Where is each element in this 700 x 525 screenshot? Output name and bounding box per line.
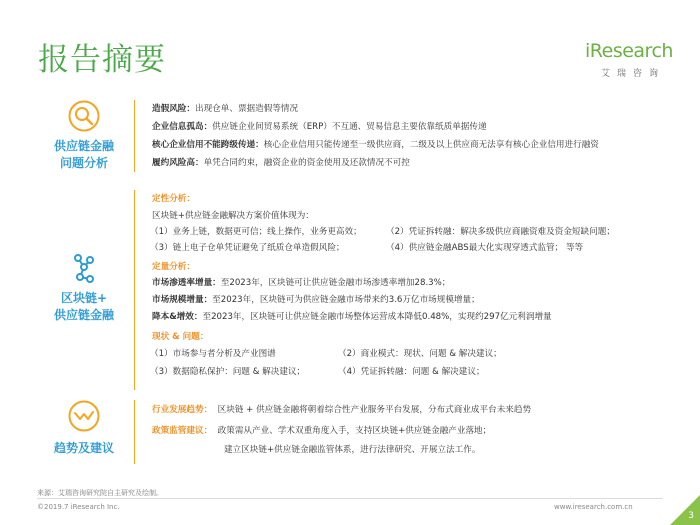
qualitative-item: （4）供应链金融ABS最大化实现穿透式监管； 等等 xyxy=(386,243,584,253)
source-note: 来源：艾瑞咨询研究院自主研究及绘制。 xyxy=(37,489,163,497)
copyright: ©2019.7 iResearch Inc. xyxy=(37,503,120,511)
problem-row xyxy=(152,121,487,133)
status-item: （3）数据隐私保护：问题 & 解决建议； xyxy=(150,367,306,377)
magnifier-icon xyxy=(68,100,100,132)
logo-wordmark: iResearch xyxy=(585,40,673,62)
quantitative-row xyxy=(152,311,552,323)
page-number: 3 xyxy=(688,511,694,521)
blockchain-label xyxy=(40,290,128,324)
problem-key: 履约风险高： xyxy=(152,158,204,168)
status-item: （1）市场参与者分析及产业图谱 xyxy=(150,349,276,359)
trends-label: 趋势及建议 xyxy=(53,441,114,455)
trend-icon xyxy=(68,400,100,432)
problem-row xyxy=(152,103,298,115)
quant-text: 至2023年，区块链可让供应链金融市场整体运营成本降低0.48%，实现约297亿元利润增量 xyxy=(202,312,552,322)
quantitative-row xyxy=(152,277,450,289)
quant-key: 降本&增效： xyxy=(152,312,203,322)
problem-row xyxy=(152,157,410,169)
problem-key: 造假风险： xyxy=(152,104,195,114)
trend-row xyxy=(152,404,531,416)
problem-text: 出现仓单、票据造假等情况 xyxy=(194,104,299,114)
blockchain-label-line2: 供应链金融 xyxy=(53,308,114,322)
qualitative-item: （2）凭证拆转融：解决多级供应商融资难及资金短缺问题； xyxy=(386,227,615,237)
trends-divider xyxy=(134,400,135,464)
blockchain-divider xyxy=(134,190,135,390)
logo-chinese: 艾瑞咨询 xyxy=(601,69,666,79)
problem-text: 单凭合同约束，融资企业的资金使用及还款情况不可控 xyxy=(203,158,410,168)
problems-divider xyxy=(134,100,135,172)
quant-key: 市场规模增量： xyxy=(152,295,213,305)
footer-url[interactable]: www.iresearch.com.cn xyxy=(554,503,633,511)
trend-key: 行业发展趋势： xyxy=(152,405,213,415)
footer-divider xyxy=(37,498,663,499)
trend-row xyxy=(152,425,491,437)
problem-row xyxy=(152,139,599,151)
problem-text: 供应链企业间贸易系统（ERP）不互通、贸易信息主要依靠纸质单据传递 xyxy=(212,122,487,132)
problem-text: 核心企业信用只能传递至一级供应商，二级及以上供应商无法享有核心企业信用进行融资 xyxy=(263,140,599,150)
problems-label-line1: 供应链金融 xyxy=(53,139,114,153)
network-icon xyxy=(68,252,100,284)
qualitative-intro: 区块链+供应链金融解决方案价值体现为： xyxy=(152,211,314,221)
quantitative-row xyxy=(152,294,480,306)
quant-text: 至2023年，区块链可让供应链金融市场渗透率增加28.3%； xyxy=(220,278,451,288)
problems-label xyxy=(40,138,128,172)
trend-text: 区块链 + 供应链金融将朝着综合性产业服务平台发展，分布式商业成平台未来趋势 xyxy=(217,405,532,415)
status-item: （2）商业模式：现状、问题 & 解决建议； xyxy=(338,349,502,359)
quant-key: 市场渗透率增量： xyxy=(152,278,221,288)
status-heading: 现状 & 问题： xyxy=(152,332,209,342)
trend-row xyxy=(224,444,480,456)
trend-text: 建立区块链+供应链金融监管体系，进行法律研究、开展立法工作。 xyxy=(224,445,481,455)
qualitative-item: （1）业务上链，数据更可信；线上操作，业务更高效； xyxy=(150,227,362,237)
trend-key: 政策监管建议： xyxy=(152,426,213,436)
qualitative-item: （3）链上电子仓单凭证避免了纸质仓单造假风险； xyxy=(150,243,345,253)
iresearch-logo xyxy=(585,36,673,86)
quant-text: 至2023年，区块链可为供应链金融市场带来约3.6万亿市场规模增量； xyxy=(212,295,480,305)
qualitative-heading: 定性分析： xyxy=(152,194,195,204)
quantitative-heading: 定量分析： xyxy=(152,262,195,272)
page-title: 报告摘要 xyxy=(38,42,166,78)
page-corner xyxy=(670,495,700,525)
problem-key: 核心企业信用不能跨级传递： xyxy=(152,140,264,150)
trend-text: 政策需从产业、学术双重角度入手，支持区块链+供应链金融产业落地； xyxy=(217,426,492,436)
blockchain-label-line1: 区块链+ xyxy=(60,291,108,305)
problems-label-line2: 问题分析 xyxy=(59,156,108,170)
problem-key: 企业信息孤岛： xyxy=(152,122,213,132)
status-item: （4）凭证拆转融：问题 & 解决建议； xyxy=(338,367,485,377)
